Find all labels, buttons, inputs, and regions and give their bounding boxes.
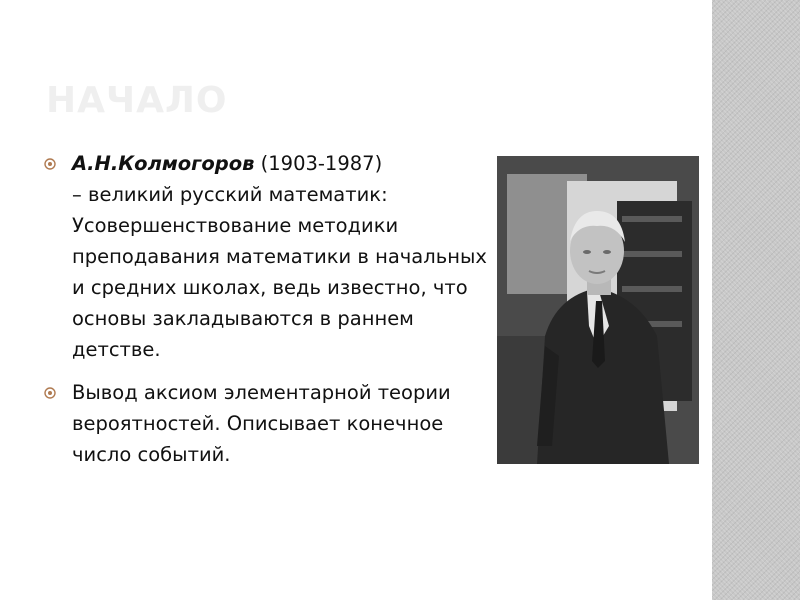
bullet-text	[72, 148, 504, 365]
bullet-list	[44, 148, 504, 482]
bullet-item-kolmogorov	[44, 148, 504, 365]
circle-bullet-icon	[44, 384, 56, 396]
circle-bullet-icon	[44, 155, 56, 167]
slide-title: НАЧАЛО	[46, 80, 228, 121]
bullet-item-axioms	[44, 377, 504, 470]
portrait-photo	[497, 156, 699, 464]
person-name: А.Н.Колмогоров	[72, 152, 255, 175]
person-years: (1903-1987)	[254, 152, 383, 175]
bullet-description: – великий русский математик: Усовершенствование методики преподавания математики в начальных и средних школах, ведь известно, что основы закладываются в раннем детстве.	[72, 183, 487, 361]
decorative-side-band	[712, 0, 800, 600]
bullet-text: Вывод аксиом элементарной теории вероятностей. Описывает конечное число событий.	[72, 381, 451, 466]
